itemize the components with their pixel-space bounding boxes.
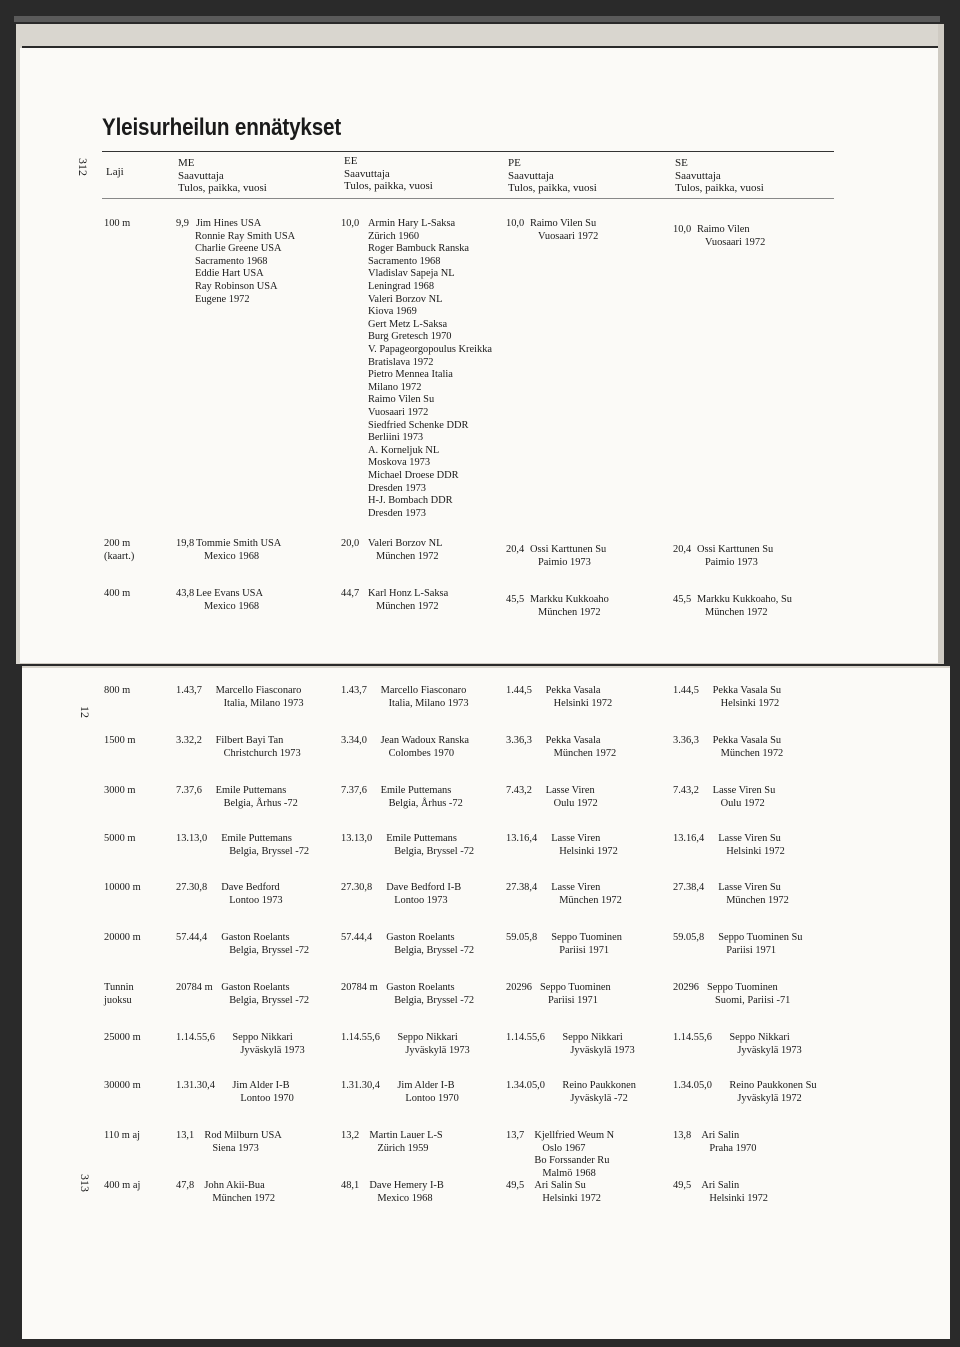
record-line: Moskova 1973 bbox=[368, 457, 431, 469]
bottom-page bbox=[22, 666, 950, 1339]
record-line: Seppo Tuominen bbox=[551, 932, 622, 943]
record-line: Lasse Viren bbox=[551, 882, 601, 893]
record-line: Emile Puttemans bbox=[215, 785, 287, 796]
record-line: Emile Puttemans bbox=[380, 785, 452, 796]
record-line: Pekka Vasala Su bbox=[712, 735, 782, 746]
record-line: Pekka Vasala bbox=[545, 735, 601, 746]
record-line: Seppo Nikkari bbox=[562, 1032, 623, 1043]
record-line: Mexico 1968 bbox=[204, 550, 260, 562]
header-laji: Laji bbox=[106, 166, 124, 178]
record-line: Armin Hary L-Saksa bbox=[368, 218, 456, 229]
event-name: 800 m bbox=[104, 685, 131, 696]
record-line: Oulu 1972 bbox=[553, 797, 598, 809]
record-line: Malmö 1968 bbox=[542, 1167, 596, 1179]
record-line: John Akii-Bua bbox=[204, 1180, 265, 1191]
record-line: Ray Robinson USA bbox=[195, 281, 278, 292]
header-rule bbox=[102, 151, 834, 152]
record-time: 3.36,3 bbox=[506, 735, 532, 746]
record-line: Ari Salin bbox=[701, 1130, 740, 1141]
record-line: München 1972 bbox=[720, 747, 784, 759]
record-line: Bratislava 1972 bbox=[368, 356, 434, 368]
record-line: Gaston Roelants bbox=[386, 982, 455, 993]
record-time: 19,8 bbox=[176, 538, 195, 549]
record-line: Bo Forssander Ru bbox=[534, 1155, 610, 1167]
header-col-line2: Tulos, paikka, vuosi bbox=[675, 182, 764, 194]
record-line: Valeri Borzov NL bbox=[368, 538, 443, 549]
record-line: Italia, Milano 1973 bbox=[223, 697, 304, 709]
record-time: 9,9 bbox=[176, 218, 189, 229]
page-edge bbox=[938, 24, 944, 664]
record-line: Kjellfried Weum N bbox=[534, 1130, 615, 1141]
header-col-line1: Saavuttaja bbox=[675, 170, 721, 182]
record-line: Reino Paukkonen Su bbox=[729, 1080, 817, 1091]
record-line: Siedfried Schenke DDR bbox=[368, 419, 469, 431]
record-line: Seppo Tuominen bbox=[707, 982, 778, 993]
record-line: Belgia, Århus -72 bbox=[223, 797, 298, 809]
record-time: 1.14.55,6 bbox=[673, 1032, 712, 1043]
record-line: Colombes 1970 bbox=[388, 747, 455, 759]
record-line: München 1972 bbox=[559, 894, 622, 906]
record-line: Jyväskylä 1973 bbox=[240, 1044, 305, 1056]
record-line: Lasse Viren Su bbox=[712, 785, 776, 796]
event-name: 25000 m bbox=[104, 1032, 141, 1043]
record-time: 20784 m bbox=[176, 982, 213, 993]
record-line: Pariisi 1971 bbox=[726, 944, 777, 956]
record-line: Pietro Mennea Italia bbox=[368, 369, 453, 381]
record-line: Dave Bedford I-B bbox=[386, 882, 462, 893]
record-time: 3.34,0 bbox=[341, 735, 367, 746]
record-time: 27.30,8 bbox=[176, 882, 208, 893]
record-time: 43,8 bbox=[176, 588, 195, 599]
record-line: Paimio 1973 bbox=[705, 556, 758, 568]
header-col-code: SE bbox=[675, 157, 688, 169]
record-line: München 1972 bbox=[726, 894, 789, 906]
record-line: Raimo Vilen Su bbox=[368, 394, 435, 406]
record-line: München 1972 bbox=[212, 1192, 276, 1204]
record-time: 1.43,7 bbox=[341, 685, 367, 696]
event-name: 3000 m bbox=[104, 785, 136, 796]
header-col-code: EE bbox=[344, 155, 358, 167]
record-line: Zürich 1959 bbox=[377, 1142, 429, 1154]
record-line: Emile Puttemans bbox=[386, 833, 457, 844]
record-line: Sacramento 1968 bbox=[368, 255, 441, 267]
record-time: 3.32,2 bbox=[176, 735, 202, 746]
record-line: Italia, Milano 1973 bbox=[388, 697, 469, 709]
record-line: Jyväskylä 1973 bbox=[570, 1044, 635, 1056]
record-time: 7.37,6 bbox=[341, 785, 367, 796]
record-time: 59.05,8 bbox=[506, 932, 538, 943]
record-line: Lasse Viren Su bbox=[718, 882, 781, 893]
record-line: Ossi Karttunen Su bbox=[697, 544, 774, 555]
record-line: Siena 1973 bbox=[212, 1142, 259, 1154]
record-line: Jyväskylä 1973 bbox=[405, 1044, 470, 1056]
event-name: 110 m aj bbox=[104, 1130, 140, 1141]
record-line: Lontoo 1973 bbox=[229, 894, 283, 906]
record-line: Vuosaari 1972 bbox=[368, 407, 429, 418]
record-line: A. Korneljuk NL bbox=[368, 444, 440, 456]
event-name: 20000 m bbox=[104, 932, 141, 943]
record-line: Raimo Vilen bbox=[697, 224, 750, 235]
record-time: 57.44,4 bbox=[341, 932, 373, 943]
record-line: Lasse Viren Su bbox=[718, 833, 781, 844]
header-col-code: PE bbox=[508, 157, 521, 169]
record-line: Dave Hemery I-B bbox=[369, 1180, 444, 1191]
record-line: Eddie Hart USA bbox=[195, 268, 264, 280]
record-line: V. Papageorgopoulus Kreikka bbox=[368, 344, 492, 355]
record-line: Helsinki 1972 bbox=[720, 697, 780, 709]
record-time: 1.34.05,0 bbox=[673, 1080, 712, 1091]
record-line: Lontoo 1970 bbox=[240, 1092, 294, 1104]
record-line: Leningrad 1968 bbox=[368, 281, 435, 292]
record-time: 13.13,0 bbox=[176, 833, 208, 844]
record-line: Vuosaari 1972 bbox=[538, 230, 599, 242]
record-time: 20296 bbox=[506, 982, 532, 993]
record-line: Jim Alder I-B bbox=[232, 1080, 290, 1091]
record-line: Ari Salin Su bbox=[534, 1180, 586, 1191]
record-time: 20784 m bbox=[341, 982, 378, 993]
record-time: 45,5 bbox=[673, 594, 692, 605]
record-line: Lasse Viren bbox=[551, 833, 601, 844]
record-line: Belgia, Århus -72 bbox=[388, 797, 463, 809]
record-time: 1.44,5 bbox=[673, 685, 699, 696]
record-line: Charlie Greene USA bbox=[195, 243, 282, 255]
record-line: Jyväskylä -72 bbox=[570, 1092, 628, 1104]
record-line: Praha 1970 bbox=[709, 1142, 757, 1154]
record-time: 13,2 bbox=[341, 1130, 360, 1141]
record-line: Belgia, Bryssel -72 bbox=[229, 944, 310, 956]
header-col-line1: Saavuttaja bbox=[508, 170, 554, 182]
record-time: 10,0 bbox=[506, 218, 525, 229]
record-time: 45,5 bbox=[506, 594, 525, 605]
record-time: 1.14.55,6 bbox=[176, 1032, 215, 1043]
record-line: Suomi, Pariisi -71 bbox=[715, 994, 791, 1006]
event-name: 400 m aj bbox=[104, 1180, 141, 1191]
event-name: 1500 m bbox=[104, 735, 136, 746]
record-line: Eugene 1972 bbox=[195, 293, 250, 305]
record-time: 1.43,7 bbox=[176, 685, 202, 696]
record-line: Michael Droese DDR bbox=[368, 470, 459, 481]
record-time: 1.31.30,4 bbox=[341, 1080, 380, 1091]
record-line: Lontoo 1973 bbox=[394, 894, 448, 906]
record-line: Ronnie Ray Smith USA bbox=[195, 230, 296, 242]
header-rule-bottom bbox=[102, 198, 834, 199]
page-edge bbox=[16, 24, 940, 46]
record-line: Berliini 1973 bbox=[368, 432, 424, 444]
record-line: Gaston Roelants bbox=[386, 932, 455, 943]
header-col-line1: Saavuttaja bbox=[344, 168, 390, 180]
event-name: 100 m bbox=[104, 218, 131, 229]
record-line: Filbert Bayi Tan bbox=[215, 735, 284, 746]
record-line: Pariisi 1971 bbox=[559, 944, 610, 956]
record-line: Belgia, Bryssel -72 bbox=[394, 994, 475, 1006]
record-line: Mexico 1968 bbox=[377, 1192, 433, 1204]
record-line: Gaston Roelants bbox=[221, 932, 290, 943]
record-line: Pekka Vasala bbox=[545, 685, 601, 696]
page-number: 313 bbox=[78, 1174, 92, 1192]
record-time: 27.38,4 bbox=[673, 882, 705, 893]
record-line: Reino Paukkonen bbox=[562, 1080, 636, 1091]
record-line: Paimio 1973 bbox=[538, 556, 591, 568]
record-line: München 1972 bbox=[705, 606, 768, 618]
record-line: Jyväskylä 1972 bbox=[737, 1092, 802, 1104]
record-line: Belgia, Bryssel -72 bbox=[394, 944, 475, 956]
record-line: Milano 1972 bbox=[368, 381, 422, 393]
page-number: 12 bbox=[78, 706, 92, 718]
record-line: Pariisi 1971 bbox=[548, 994, 598, 1006]
record-line: Tommie Smith USA bbox=[196, 538, 282, 549]
record-time: 7.43,2 bbox=[506, 785, 532, 796]
record-line: Helsinki 1972 bbox=[726, 845, 785, 857]
record-time: 20,4 bbox=[673, 544, 692, 555]
record-time: 1.14.55,6 bbox=[506, 1032, 545, 1043]
record-line: Helsinki 1972 bbox=[559, 845, 618, 857]
record-line: München 1972 bbox=[553, 747, 617, 759]
header-col-line2: Tulos, paikka, vuosi bbox=[508, 182, 597, 194]
record-line: Belgia, Bryssel -72 bbox=[394, 845, 475, 857]
record-line: Jim Alder I-B bbox=[397, 1080, 455, 1091]
record-time: 27.30,8 bbox=[341, 882, 373, 893]
record-time: 47,8 bbox=[176, 1180, 195, 1191]
record-time: 1.31.30,4 bbox=[176, 1080, 215, 1091]
record-time: 3.36,3 bbox=[673, 735, 699, 746]
record-time: 13.13,0 bbox=[341, 833, 373, 844]
record-line: Ari Salin bbox=[701, 1180, 740, 1191]
record-time: 59.05,8 bbox=[673, 932, 705, 943]
record-time: 49,5 bbox=[506, 1180, 525, 1191]
record-line: Zürich 1960 bbox=[368, 230, 420, 242]
record-time: 20296 bbox=[673, 982, 699, 993]
record-line: München 1972 bbox=[376, 550, 439, 562]
record-line: Oulu 1972 bbox=[720, 797, 765, 809]
record-line: Belgia, Bryssel -72 bbox=[229, 994, 310, 1006]
record-line: Gaston Roelants bbox=[221, 982, 290, 993]
record-line: Marcello Fiasconaro bbox=[380, 685, 467, 696]
event-name: 10000 m bbox=[104, 882, 141, 893]
record-line: Dave Bedford bbox=[221, 882, 280, 893]
page-title: Yleisurheilun ennätykset bbox=[102, 114, 342, 141]
record-time: 10,0 bbox=[673, 224, 692, 235]
record-time: 13.16,4 bbox=[506, 833, 538, 844]
header-col-code: ME bbox=[178, 157, 195, 169]
record-time: 20,0 bbox=[341, 538, 360, 549]
event-name: 30000 m bbox=[104, 1080, 141, 1091]
record-time: 1.14.55,6 bbox=[341, 1032, 380, 1043]
record-time: 48,1 bbox=[341, 1180, 360, 1191]
record-time: 20,4 bbox=[506, 544, 525, 555]
record-line: Roger Bambuck Ranska bbox=[368, 243, 469, 255]
record-time: 49,5 bbox=[673, 1180, 692, 1191]
record-line: Mexico 1968 bbox=[204, 600, 260, 612]
record-line: Sacramento 1968 bbox=[195, 255, 268, 267]
record-line: Ossi Karttunen Su bbox=[530, 544, 607, 555]
record-line: Helsinki 1972 bbox=[553, 697, 613, 709]
record-line: Kiova 1969 bbox=[368, 306, 417, 318]
record-line: Martin Lauer L-S bbox=[369, 1130, 443, 1141]
record-line: Jean Wadoux Ranska bbox=[380, 735, 470, 746]
record-line: München 1972 bbox=[376, 600, 439, 612]
record-line: Emile Puttemans bbox=[221, 833, 292, 844]
record-time: 13,1 bbox=[176, 1130, 195, 1141]
record-time: 1.34.05,0 bbox=[506, 1080, 545, 1091]
record-time: 7.43,2 bbox=[673, 785, 699, 796]
event-name: Tunnin juoksu bbox=[104, 982, 134, 1006]
record-line: Helsinki 1972 bbox=[542, 1192, 601, 1204]
record-line: Vladislav Sapeja NL bbox=[368, 268, 455, 280]
record-time: 1.44,5 bbox=[506, 685, 532, 696]
record-line: Vuosaari 1972 bbox=[705, 236, 766, 248]
record-line: Lasse Viren bbox=[545, 785, 595, 796]
record-line: Seppo Tuominen Su bbox=[718, 932, 803, 943]
record-time: 27.38,4 bbox=[506, 882, 538, 893]
record-line: Valeri Borzov NL bbox=[368, 293, 443, 305]
record-line: Gert Metz L-Saksa bbox=[368, 318, 448, 330]
record-line: Seppo Nikkari bbox=[232, 1032, 293, 1043]
record-line: Christchurch 1973 bbox=[223, 747, 301, 759]
header-col-line1: Saavuttaja bbox=[178, 170, 224, 182]
record-time: 13,7 bbox=[506, 1130, 525, 1141]
record-line: Karl Honz L-Saksa bbox=[368, 588, 449, 599]
record-line: Seppo Nikkari bbox=[729, 1032, 790, 1043]
record-time: 57.44,4 bbox=[176, 932, 208, 943]
header-col-line2: Tulos, paikka, vuosi bbox=[178, 182, 267, 194]
record-line: Dresden 1973 bbox=[368, 507, 427, 519]
record-line: Jim Hines USA bbox=[196, 218, 262, 229]
page-edge bbox=[14, 16, 940, 22]
record-line: Rod Milburn USA bbox=[204, 1130, 282, 1141]
event-name: 5000 m bbox=[104, 833, 136, 844]
record-line: Jyväskylä 1973 bbox=[737, 1044, 802, 1056]
record-line: Seppo Nikkari bbox=[397, 1032, 458, 1043]
record-line: München 1972 bbox=[538, 606, 601, 618]
record-line: H-J. Bombach DDR bbox=[368, 495, 453, 507]
record-line: Seppo Tuominen bbox=[540, 982, 611, 993]
record-line: Lee Evans USA bbox=[196, 588, 263, 599]
record-time: 44,7 bbox=[341, 588, 360, 599]
header-col-line2: Tulos, paikka, vuosi bbox=[344, 180, 433, 192]
record-time: 10,0 bbox=[341, 218, 360, 229]
record-line: Oslo 1967 bbox=[542, 1142, 586, 1154]
record-line: Pekka Vasala Su bbox=[712, 685, 782, 696]
record-line: Markku Kukkoaho, Su bbox=[697, 594, 792, 605]
record-time: 13,8 bbox=[673, 1130, 692, 1141]
record-time: 7.37,6 bbox=[176, 785, 202, 796]
record-line: Belgia, Bryssel -72 bbox=[229, 845, 310, 857]
record-line: Raimo Vilen Su bbox=[530, 218, 597, 229]
record-line: Burg Gretesch 1970 bbox=[368, 331, 452, 343]
event-name: 200 m (kaart.) bbox=[104, 538, 135, 562]
record-line: Helsinki 1972 bbox=[709, 1192, 768, 1204]
record-line: Dresden 1973 bbox=[368, 482, 427, 494]
event-name: 400 m bbox=[104, 588, 131, 599]
record-line: Markku Kukkoaho bbox=[530, 594, 609, 605]
record-line: Lontoo 1970 bbox=[405, 1092, 459, 1104]
record-line: Marcello Fiasconaro bbox=[215, 685, 302, 696]
page-number: 312 bbox=[76, 158, 90, 176]
record-time: 13.16,4 bbox=[673, 833, 705, 844]
